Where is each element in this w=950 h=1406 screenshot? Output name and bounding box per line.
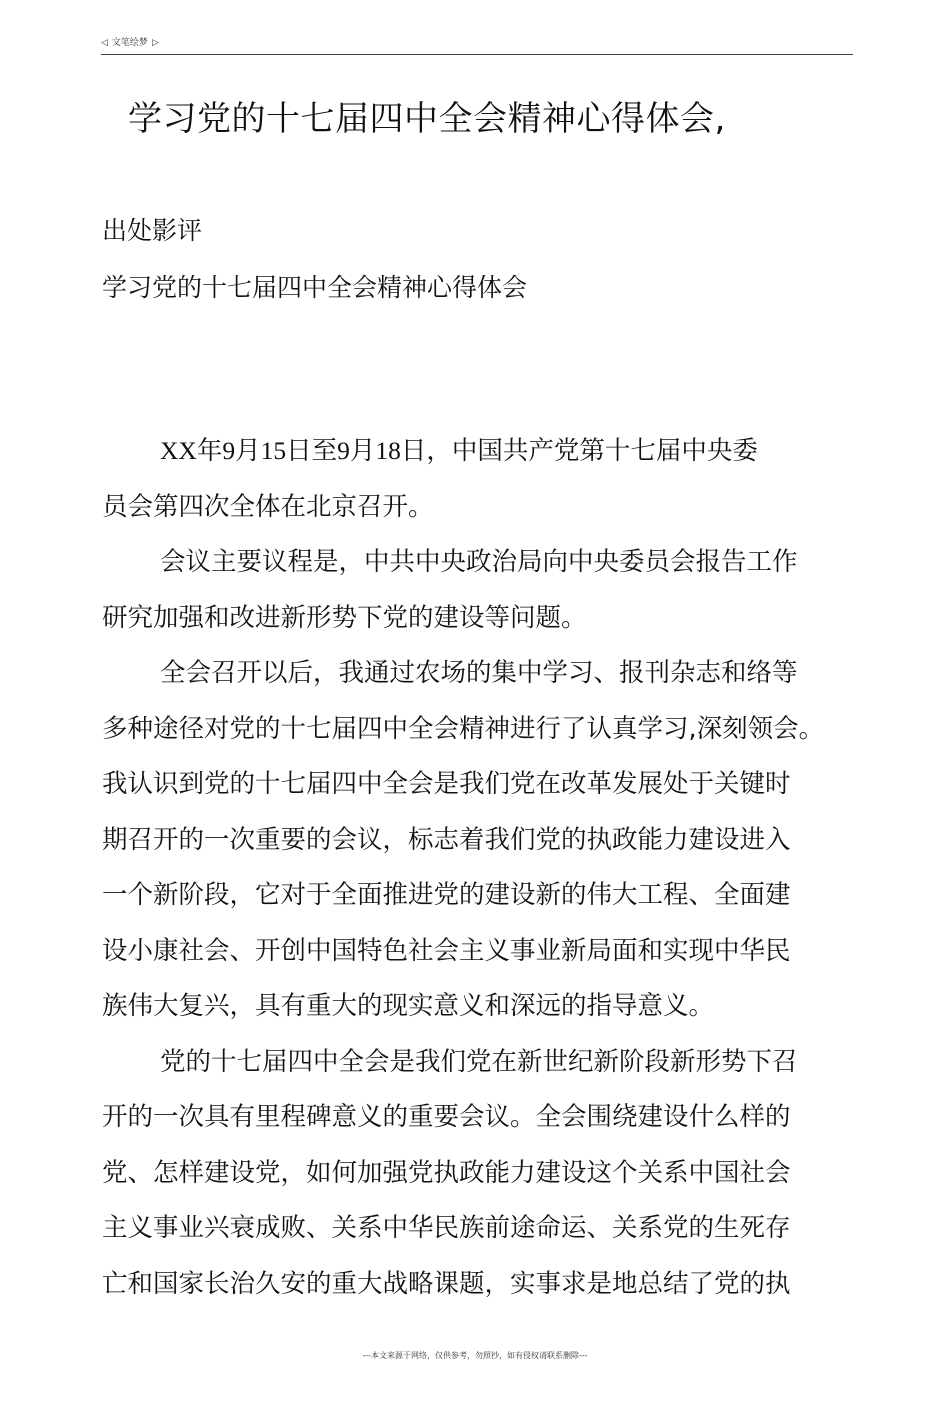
body-text-segment: 我认识到党的十七届四中全会是我们党在改革发展处于关键时: [102, 769, 791, 799]
body-line: [102, 591, 862, 647]
body-text-segment: 一个新阶段，它对于全面推进党的建设新的伟大工程、全面建: [102, 880, 791, 910]
body-text-segment: 多种途径对党的十七届四中全会精神进行了认真学习,深刻领会。: [102, 713, 825, 744]
body-text-segment: 日，中国共产党第十七届中央委: [400, 436, 758, 466]
document-title: 学习党的十七届四中全会精神心得体会,: [128, 99, 726, 139]
body-line: [102, 646, 862, 702]
body-number: 18: [375, 436, 401, 465]
left-triangle-icon: ◁: [101, 38, 108, 48]
body-number: 15: [260, 436, 287, 465]
body-text-segment: 期召开的一次重要的会议，标志着我们党的执政能力建设进入: [102, 824, 791, 855]
right-triangle-icon: ▷: [151, 38, 159, 48]
body-line: [102, 535, 862, 591]
body-line: [102, 480, 862, 536]
body-line: [102, 924, 862, 980]
body-text-segment: 员会第四次全体在北京召开。: [102, 491, 434, 522]
document-body: [102, 423, 862, 1312]
body-line: [102, 979, 862, 1035]
page-header: [101, 38, 853, 55]
document-source: 出处影评: [102, 216, 203, 245]
body-number: XX: [160, 436, 197, 465]
body-line: [102, 813, 862, 869]
header-label: 文笔绘梦: [111, 38, 148, 48]
body-number: 9: [337, 436, 350, 465]
body-line: [102, 1035, 862, 1091]
body-text-segment: 全会召开以后，我通过农场的集中学习、报刊杂志和络等: [160, 658, 798, 688]
body-line: [102, 702, 862, 758]
document-subtitle: 学习党的十七届四中全会精神心得体会: [102, 273, 528, 302]
body-text-segment: 月: [349, 436, 376, 466]
body-line: [102, 1201, 862, 1257]
body-text-segment: 会议主要议程是，中共中央政治局向中央委员会报告工作: [160, 547, 798, 577]
body-text-segment: 党、怎样建设党，如何加强党执政能力建设这个关系中国社会: [102, 1157, 791, 1188]
body-text-segment: 月: [235, 436, 261, 466]
body-text-segment: 日至: [286, 436, 338, 466]
body-text-segment: 开的一次具有里程碑意义的重要会议。全会围绕建设什么样的: [102, 1102, 791, 1132]
body-line: [102, 1257, 862, 1313]
body-text-segment: 主义事业兴衰成败、关系中华民族前途命运、关系党的生死存: [102, 1213, 791, 1243]
body-text-segment: 族伟大复兴，具有重大的现实意义和深远的指导意义。: [102, 991, 715, 1021]
page-footer: ---本文来源于网络，仅供参考，勿照抄，如有侵权请联系删除---: [362, 1351, 588, 1360]
body-line: [102, 423, 862, 480]
body-number: 9: [222, 436, 236, 465]
body-line: [102, 1146, 862, 1202]
body-line: [102, 868, 862, 924]
body-text-segment: 年: [196, 436, 223, 466]
body-text-segment: 党的十七届四中全会是我们党在新世纪新阶段新形势下召: [160, 1046, 798, 1077]
body-line: [102, 1090, 862, 1146]
body-line: [102, 757, 862, 813]
body-text-segment: 设小康社会、开创中国特色社会主义事业新局面和实现中华民: [102, 935, 791, 966]
body-text-segment: 研究加强和改进新形势下党的建设等问题。: [102, 602, 587, 633]
body-text-segment: 亡和国家长治久安的重大战略课题，实事求是地总结了党的执: [102, 1268, 791, 1299]
